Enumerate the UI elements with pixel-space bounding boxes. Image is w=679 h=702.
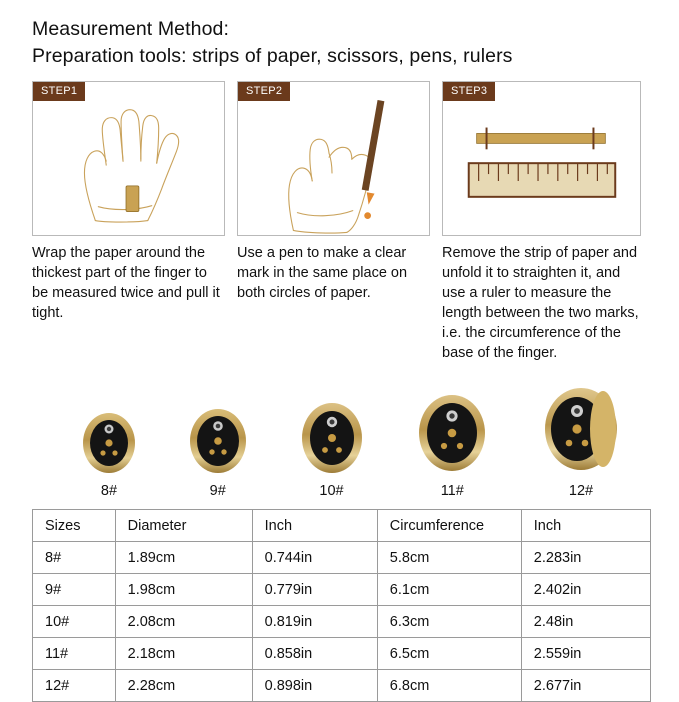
- table-cell: 2.18cm: [115, 638, 252, 670]
- ring-label: 8#: [100, 483, 118, 499]
- steps-row: [32, 81, 651, 363]
- ring-item: [292, 393, 372, 499]
- table-cell: 2.283in: [521, 542, 650, 574]
- table-cell: 6.5cm: [377, 638, 521, 670]
- table-row: [33, 574, 651, 606]
- step-3-caption: Remove the strip of paper and unfold it to straighten it, and use a ruler to measure the length between the two marks, i.e. the circumference of the base of the finger.: [442, 245, 639, 361]
- step-2-caption: Use a pen to make a clear mark in the same place on both circles of paper.: [237, 245, 408, 301]
- step-3-badge: STEP3: [443, 82, 495, 101]
- table-header-row: [33, 510, 651, 542]
- table-cell: 2.08cm: [115, 606, 252, 638]
- step-1-badge: STEP1: [33, 82, 85, 101]
- smart-ring-icon: [408, 385, 496, 477]
- step-1: [32, 81, 225, 363]
- ring-item: [408, 385, 496, 499]
- step-3: [442, 81, 641, 363]
- table-header-cell: Circumference: [377, 510, 521, 542]
- table-cell: 5.8cm: [377, 542, 521, 574]
- ruler: [469, 163, 616, 197]
- table-cell: 2.402in: [521, 574, 650, 606]
- ring-size-table: [32, 509, 651, 702]
- ring-label: 10#: [319, 483, 344, 499]
- page-subtitle: Preparation tools: strips of paper, scissors, pens, rulers: [32, 45, 513, 67]
- step-2: [237, 81, 430, 363]
- table-cell: 12#: [33, 670, 116, 702]
- ring-item: [533, 377, 629, 499]
- table-cell: 0.779in: [252, 574, 377, 606]
- table-cell: 0.898in: [252, 670, 377, 702]
- hand-wrapping-paper-icon: [33, 82, 224, 235]
- step-3-image: [442, 81, 641, 236]
- table-header-cell: Diameter: [115, 510, 252, 542]
- table-cell: 10#: [33, 606, 116, 638]
- table-cell: 11#: [33, 638, 116, 670]
- smart-ring-icon: [181, 399, 255, 477]
- step-2-badge: STEP2: [238, 82, 290, 101]
- table-cell: 0.858in: [252, 638, 377, 670]
- ring-item: [181, 399, 255, 499]
- table-cell: 0.819in: [252, 606, 377, 638]
- smart-ring-icon: [74, 403, 144, 477]
- table-cell: 6.8cm: [377, 670, 521, 702]
- ring-sizes-row: [32, 377, 651, 499]
- step-2-image: [237, 81, 430, 236]
- pen-mark-dot: [364, 212, 371, 219]
- table-header-cell: Inch: [521, 510, 650, 542]
- smart-ring-icon: [533, 377, 629, 477]
- table-header-cell: Inch: [252, 510, 377, 542]
- table-cell: 2.677in: [521, 670, 650, 702]
- table-cell: 8#: [33, 542, 116, 574]
- smart-ring-icon: [292, 393, 372, 477]
- table-cell: 2.28cm: [115, 670, 252, 702]
- table-cell: 6.3cm: [377, 606, 521, 638]
- ring-label: 9#: [209, 483, 226, 499]
- table-cell: 2.559in: [521, 638, 650, 670]
- ring-label: 11#: [440, 483, 464, 499]
- table-row: [33, 542, 651, 574]
- title-block: [32, 16, 651, 70]
- table-row: [33, 638, 651, 670]
- gold-paper-strip: [126, 186, 139, 212]
- table-cell: 2.48in: [521, 606, 650, 638]
- hand-with-pen-icon: [238, 82, 429, 235]
- ruler-and-strip-icon: [443, 82, 640, 235]
- table-cell: 1.98cm: [115, 574, 252, 606]
- table-cell: 0.744in: [252, 542, 377, 574]
- paper-strip: [477, 128, 606, 150]
- step-1-caption: Wrap the paper around the thickest part of the finger to be measured twice and pull it tight.: [32, 245, 220, 321]
- table-cell: 9#: [33, 574, 116, 606]
- table-cell: 1.89cm: [115, 542, 252, 574]
- ring-label: 12#: [568, 483, 594, 499]
- pen-icon: [362, 100, 385, 205]
- ring-item: [74, 403, 144, 499]
- page-title: Measurement Method:: [32, 18, 229, 40]
- table-header-cell: Sizes: [33, 510, 116, 542]
- step-1-image: [32, 81, 225, 236]
- table-row: [33, 670, 651, 702]
- table-cell: 6.1cm: [377, 574, 521, 606]
- table-row: [33, 606, 651, 638]
